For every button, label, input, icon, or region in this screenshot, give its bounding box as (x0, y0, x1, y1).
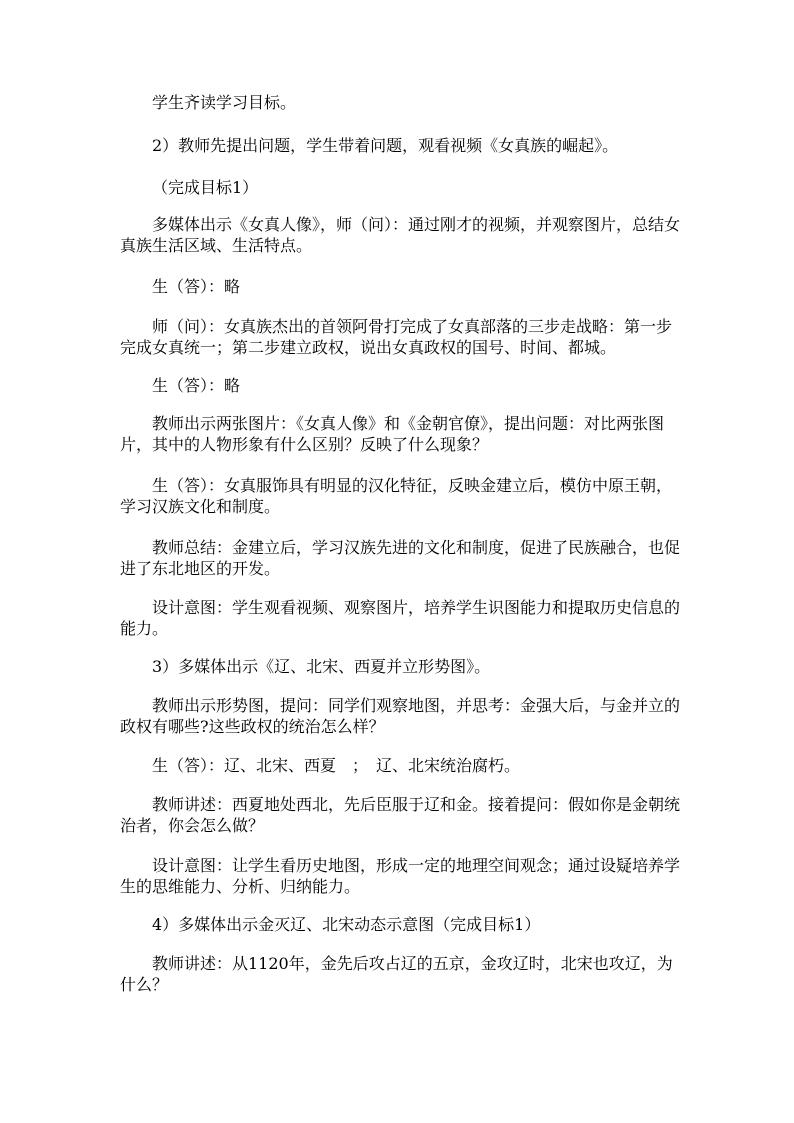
paragraph: 生（答）：女真服饰具有明显的汉化特征，反映金建立后，模仿中原王朝，学习汉族文化和制度。 (120, 476, 673, 516)
paragraph: 3）多媒体出示《辽、北宋、西夏并立形势图》。 (152, 657, 491, 676)
paragraph: 学生齐读学习目标。 (152, 93, 297, 112)
paragraph: 教师总结：金建立后，学习汉族先进的文化和制度，促进了民族融合，也促进了东北地区的开发。 (120, 538, 681, 578)
paragraph: 设计意图：让学生看历史地图，形成一定的地理空间观念；通过设疑培养学生的思维能力、分析、归纳能力。 (120, 856, 681, 896)
paragraph: 4）多媒体出示金灭辽、北宋动态示意图（完成目标1） (152, 915, 541, 934)
paragraph: 生（答）：略 (152, 277, 241, 296)
paragraph: 生（答）：辽、北宋、西夏 ； 辽、北宋统治腐朽。 (152, 756, 521, 775)
paragraph: 2）教师先提出问题，学生带着问题，观看视频《女真族的崛起》。 (152, 136, 619, 155)
paragraph: 教师出示形势图，提问：同学们观察地图，并思考：金强大后，与金并立的政权有哪些?这些政权的统治怎么样？ (120, 696, 681, 736)
paragraph: 生（答）：略 (152, 376, 241, 395)
paragraph: 师（问）：女真族杰出的首领阿骨打完成了女真部落的三步走战略：第一步完成女真统一；第二步建立政权，说出女真政权的国号、时间、都城。 (120, 317, 673, 357)
paragraph: 教师出示两张图片：《女真人像》和《金朝官僚》，提出问题：对比两张图片，其中的人物形象有什么区别？反映了什么现象？ (120, 414, 665, 454)
paragraph: 教师讲述：从1120年，金先后攻占辽的五京，金攻辽时，北宋也攻辽，为什么？ (120, 954, 673, 994)
paragraph: 教师讲述：西夏地处西北，先后臣服于辽和金。接着提问：假如你是金朝统治者，你会怎么做？ (120, 795, 681, 835)
paragraph: 设计意图：学生观看视频、观察图片，培养学生识图能力和提取历史信息的能力。 (120, 598, 681, 638)
paragraph: （完成目标1） (152, 178, 259, 197)
paragraph: 多媒体出示《女真人像》，师（问）：通过刚才的视频，并观察图片，总结女真族生活区域、生活特点。 (120, 215, 681, 255)
